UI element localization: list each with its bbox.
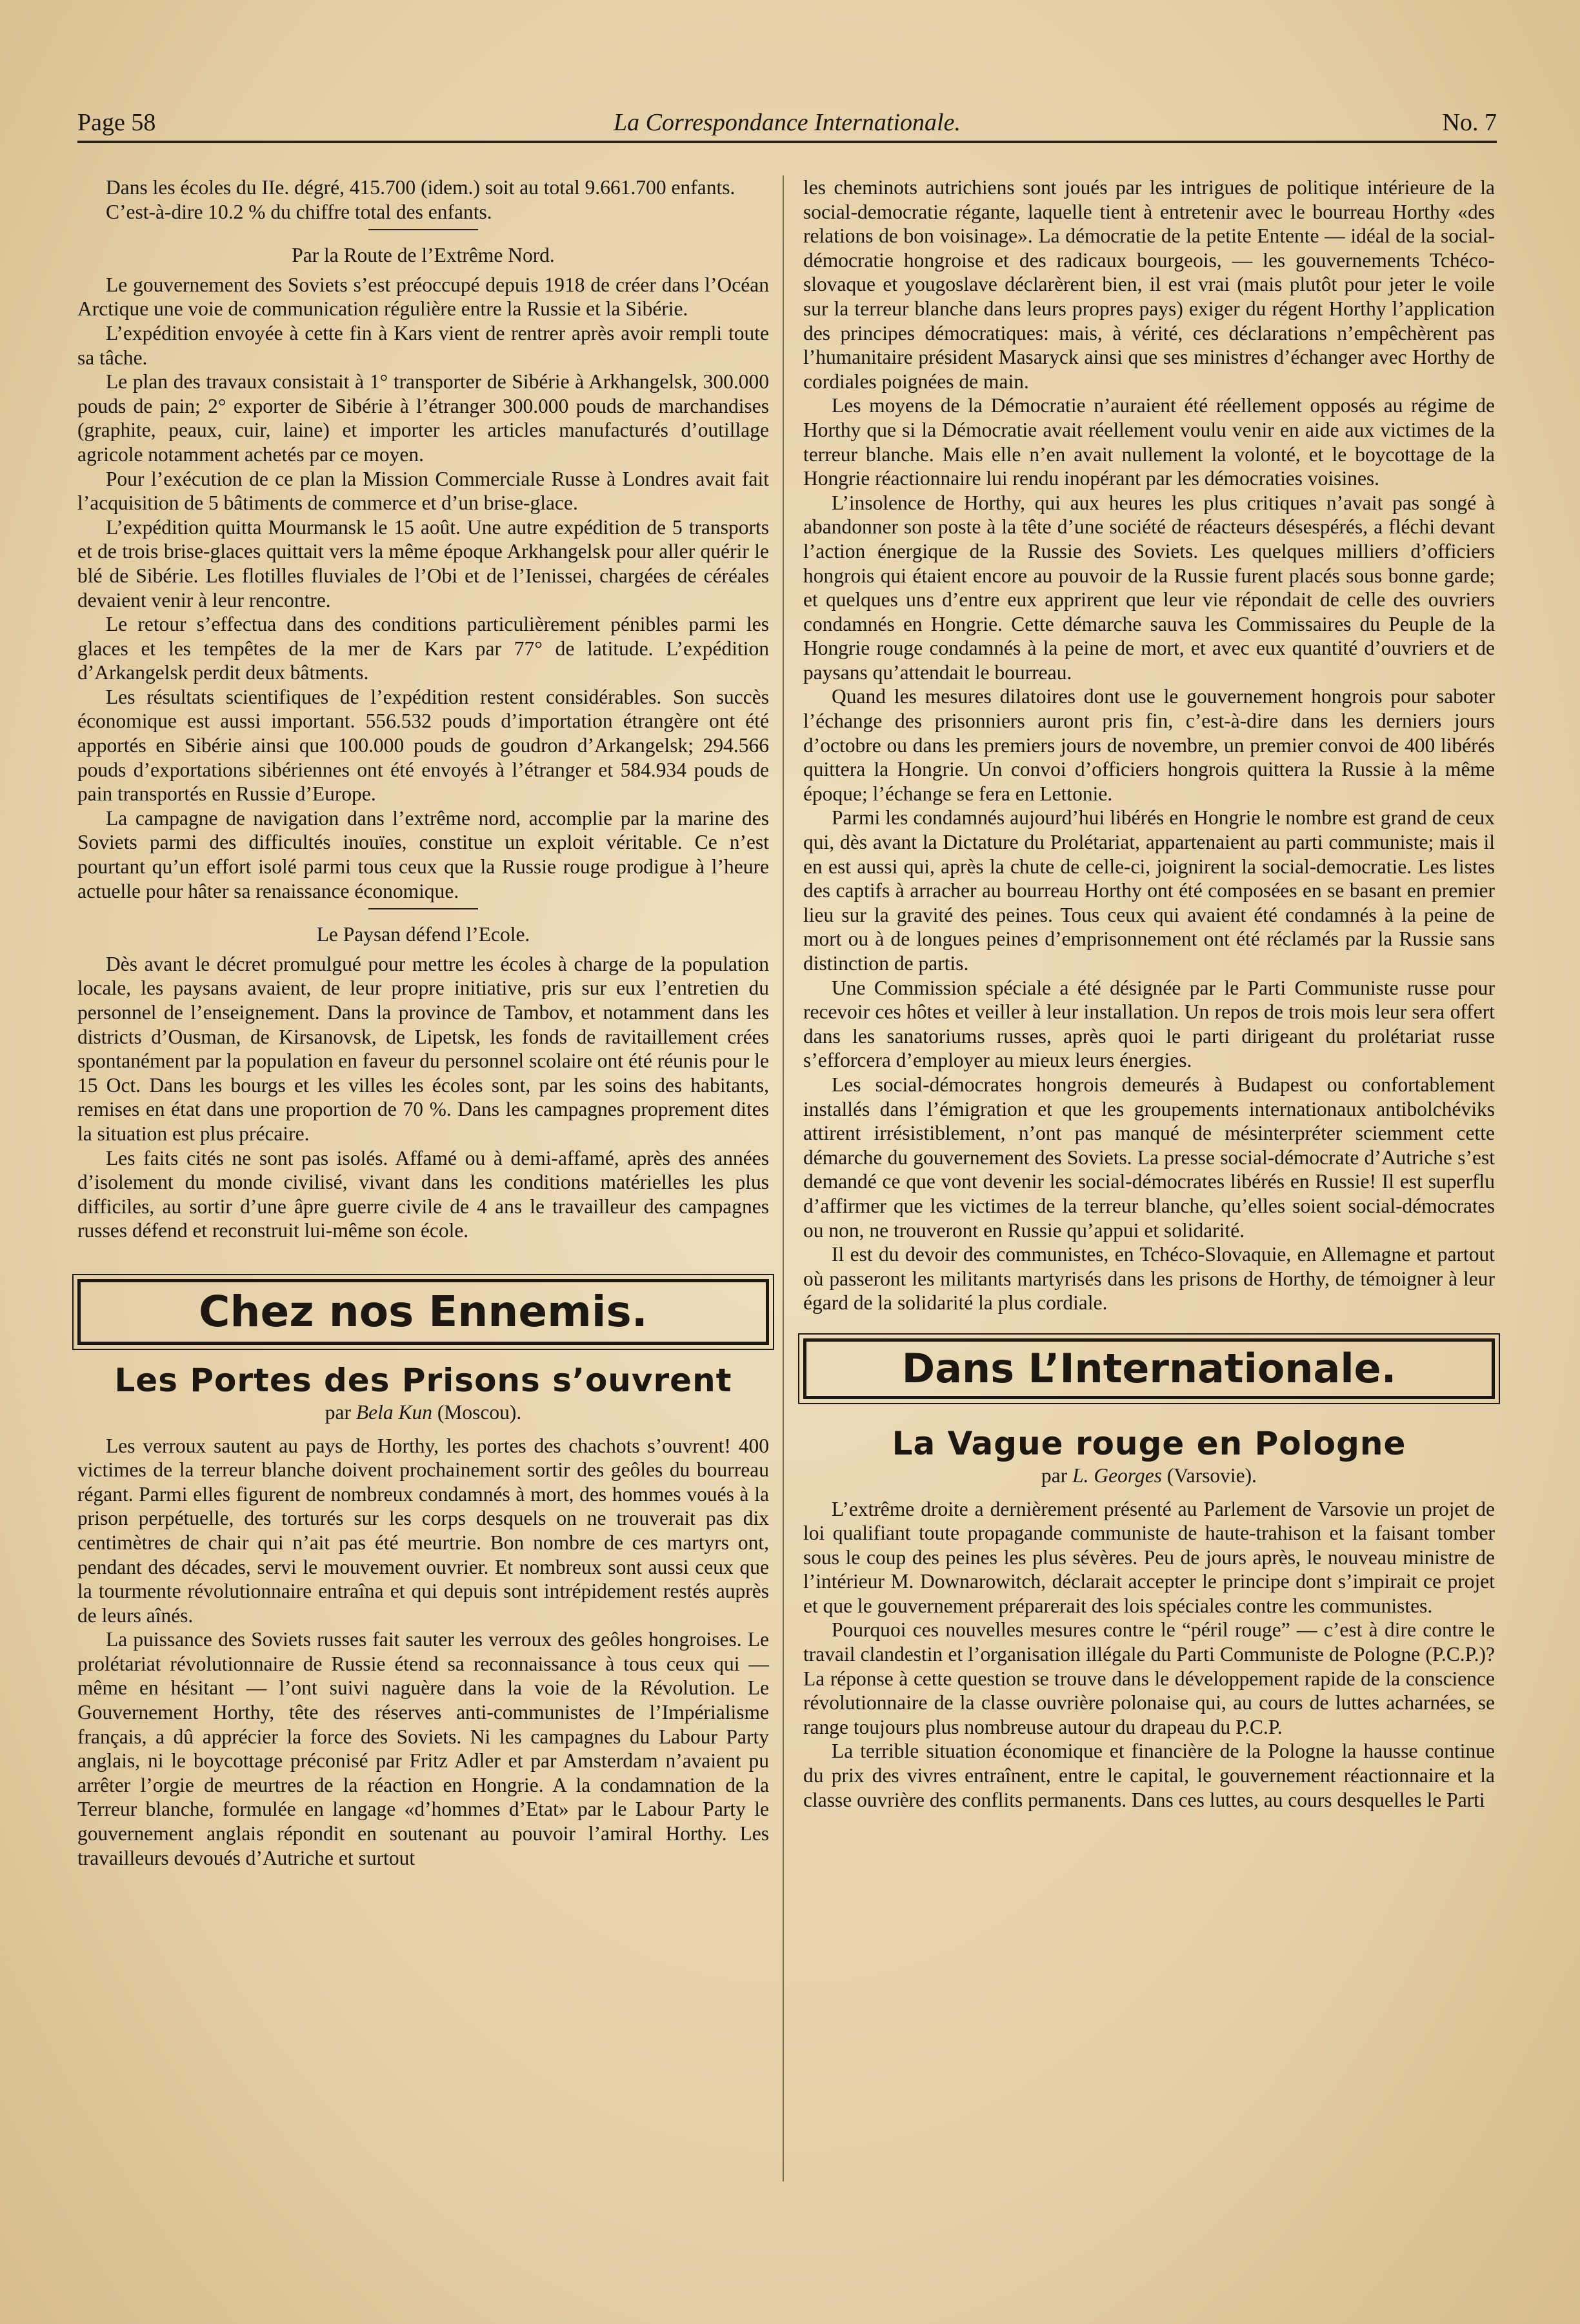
- paragraph: Quand les mesures dilatoires dont use le gouvernement hongrois pour saboter l’échange des prisonniers auront pris fin, c’est-à-dire dans les derniers jours d’octobre ou dans les premiers jours de novembre, un premier convoi de 400 libérés quittera la Hongrie. Un convoi d’officiers hongrois quittera la Russie à la même époque; l’échange se fera en Lettonie.: [803, 685, 1495, 805]
- paragraph: les cheminots autrichiens sont joués par les intrigues de politique intérieure de la social-democratie régante, laquelle tient à entretenir avec le bourreau Horthy «des relations de bon voisinage». La démocratie de la petite Entente — idéal de la social-démocratie hongroise et des radicaux bourgeois, — les gouvernements Tchéco-slovaque et yougoslave déclarèrent bien, il est vrai (mais plutôt pour jeter le voile sur la terreur blanche dans leurs propres pays) exiger du régent Horthy l’application des principes démocratiques: mais, à vérité, ces déclarations n’empêchèrent pas l’humanitaire président Masaryck ainsi que ses ministres d’échanger avec Horthy de cordiales poignées de main.: [803, 176, 1495, 393]
- divider: [368, 908, 478, 909]
- paragraph: Il est du devoir des communistes, en Tchéco-Slovaquie, en Allemagne et partout où passeront les militants martyrisés dans les prisons de Horthy, de témoigner à leur égard de la solidarité la plus cordiale.: [803, 1243, 1495, 1315]
- paragraph: Les moyens de la Démocratie n’auraient été réellement opposés au régime de Horthy que si la Démocratie avait réellement voulu venir en aide aux victimes de la terreur blanche. Mais elle n’en avait nullement la volonté, et le boycottage de la Hongrie réactionnaire lui rendu inopérant par les démocraties voisines.: [803, 394, 1495, 490]
- paragraph: La campagne de navigation dans l’extrême nord, accomplie par la marine des Soviets parmi des difficultés inouïes, constitue un exploit véritable. Ce n’est pourtant qu’un effort isolé parmi tous ceux que la Russie rouge prodigue à l’heure actuelle pour hâter sa renaissance économique.: [77, 806, 769, 902]
- article-title: La Vague rouge en Pologne: [892, 1424, 1406, 1462]
- paragraph: Dans les écoles du IIe. dégré, 415.700 (idem.) soit au total 9.661.700 enfants.: [106, 176, 735, 199]
- page-number: Page 58: [77, 109, 156, 136]
- paragraph: Les faits cités ne sont pas isolés. Affamé ou à demi-affamé, après des années d’isolement du monde civilisé, vivant dans les conditions matérielles les plus difficiles, au sortir d’une âpre guerre civile de 4 ans le travailleur des campagnes russes défend et reconstruit lui-même son école.: [77, 1146, 769, 1242]
- byline-author: Bela Kun: [355, 1400, 432, 1424]
- section-title: Par la Route de l’Extrême Nord.: [292, 244, 555, 267]
- paragraph: Pourquoi ces nouvelles mesures contre le “péril rouge” — c’est à dire contre le travail clandestin et l’organisation illégale du Parti Communiste de Pologne (P.C.P.)? La réponse à cette question se trouve dans le développement rapide de la conscience révolutionnaire de la classe ouvrière polonaise qui, au cours de luttes acharnées, se range toujours plus nombreuse autour du drapeau du P.C.P.: [803, 1618, 1495, 1738]
- section-title: Le Paysan défend l’Ecole.: [316, 923, 530, 946]
- byline: [77, 1400, 769, 1425]
- paragraph: Le gouvernement des Soviets s’est préoccupé depuis 1918 de créer dans l’Océan Arctique une voie de communication régulière entre la Russie et la Sibérie.: [77, 273, 769, 321]
- paragraph: Le retour s’effectua dans des conditions particulièrement pénibles parmi les glaces et les tempêtes de la mer de Kars par 77° de latitude. L’expédition d’Arkangelsk perdit deux bâtments.: [77, 613, 769, 684]
- byline: [803, 1464, 1495, 1488]
- paragraph: Les résultats scientifiques de l’expédition restent considérables. Son succès économique est aussi important. 556.532 pouds d’importation étrangère ont été apportés en Sibérie ainsi que 100.000 pouds de goudron d’Arkangelsk; 294.566 pouds d’exportations sibériennes ont été envoyés à l’étranger et 584.934 pouds de pain transportés en Russie d’Europe.: [77, 685, 769, 806]
- byline-par: par: [1041, 1464, 1068, 1487]
- divider: [368, 229, 478, 230]
- paragraph: Une Commission spéciale a été désignée par le Parti Communiste russe pour recevoir ces hôtes et veiller à leur installation. Un repos de trois mois leur sera offert dans les sanatoriums russes, après quoi le parti dirigeant du prolétariat russe s’efforcera d’employer au mieux leurs énergies.: [803, 976, 1495, 1072]
- section-box-title: Chez nos Ennemis.: [77, 1279, 769, 1345]
- byline-place: (Moscou).: [437, 1400, 522, 1424]
- byline-par: par: [325, 1400, 351, 1424]
- paragraph: C’est-à-dire 10.2 % du chiffre total des enfants.: [106, 200, 492, 223]
- paragraph: Le plan des travaux consistait à 1° transporter de Sibérie à Arkhangelsk, 300.000 pouds de pain; 2° exporter de Sibérie à l’étranger 300.000 pouds de marchandises (graphite, peaux, cuir, laine) et importer les articles manufacturés d’outillage agricole notamment achetés par ce moyen.: [77, 370, 769, 466]
- paragraph: L’expédition envoyée à cette fin à Kars vient de rentrer après avoir rempli toute sa tâche.: [77, 321, 769, 369]
- column-divider: [783, 175, 784, 2181]
- paragraph: L’extrême droite a dernièrement présenté au Parlement de Varsovie un projet de loi qualifiant toute propagande communiste de haute-trahison et la faisant tomber sous le coup des peines les plus sévères. Peu de jours après, le nouveau ministre de l’intérieur M. Downarowitch, déclarait accepter le principe dont s’impirait ce projet et que le gouvernement préparerait des lois spéciales contre les communistes.: [803, 1497, 1495, 1617]
- paragraph: Parmi les condamnés aujourd’hui libérés en Hongrie le nombre est grand de ceux qui, dès avant la Dictature du Prolétariat, appartenaient au parti communiste; mais il en est aussi qui, après la chute de celle-ci, joignirent la social-democratie. Les listes des captifs à arracher au bourreau Horthy ont été composées en se basant en premier lieu sur la gravité des peines. Tous ceux qui avaient été condamnés à la peine de mort ou à de longues peines d’emprisonnement ont été réclamés par la Russie sans distinction de partis.: [803, 806, 1495, 975]
- paragraph: L’insolence de Horthy, qui aux heures les plus critiques n’avait pas songé à abandonner son poste à la tête d’une société de réacteurs désespérés, a fléchi devant l’action énergique de la Russie des Soviets. Les quelques milliers d’officiers hongrois qui étaient encore au pouvoir de la Russie furent placés sous bonne garde; et quelques uns d’entre eux apprirent que leur vie répondait de celle des ouvriers condamnés en Hongrie. Cette démarche sauva les Commissaires du Peuple de la Hongrie rouge condamnés à la peine de mort, et avec eux quantité d’ouvriers et de paysans qu’attendait le bourreau.: [803, 491, 1495, 684]
- paragraph: Dès avant le décret promulgué pour mettre les écoles à charge de la population locale, les paysans avaient, de leur propre initiative, pris sur eux l’entretien du personnel de l’enseignement. Dans la province de Tambov, et notamment dans les districts d’Ousman, de Kirsanovsk, de Lipetsk, les fonds de ravitaillement crées spontanément par la population en faveur du personnel scolaire ont été réunis pour le 15 Oct. Dans les bourgs et les villes les écoles sont, par les soins des habitants, remises en état dans une proportion de 70 %. Dans les campagnes proprement dites la situation est plus précaire.: [77, 952, 769, 1145]
- right-column: [803, 175, 1495, 1812]
- paragraph: La puissance des Soviets russes fait sauter les verroux des geôles hongroises. Le prolétariat révolutionnaire de Russie étend sa reconnaissance à tous ceux qui — même en hésitant — l’ont suivi naguère dans la voie de la Révolution. Le Gouvernement Horthy, tête des réserves anti-communistes de l’Impérialisme français, a dû apprécier la force des Soviets. Ni les campagnes du Labour Party anglais, ni le boycottage préconisé par Fritz Adler et par Amsterdam n’avaient pu arrêter l’orgie de meurtres de la réaction en Hongrie. A la condamnation de la Terreur blanche, formulée en langage «d’hommes d’Etat» par le Labour Party le gouvernement anglais répondit en soutenant au pouvoir l’amiral Horthy. Les travailleurs devoués d’Autriche et surtout: [77, 1628, 769, 1869]
- journal-title: La Correspondance Internationale.: [614, 109, 961, 136]
- issue-number: No. 7: [1442, 109, 1497, 136]
- page-header: [77, 108, 1497, 141]
- article-title: Les Portes des Prisons s’ouvrent: [114, 1361, 732, 1399]
- header-rule: [77, 141, 1497, 143]
- paragraph: L’expédition quitta Mourmansk le 15 août. Une autre expédition de 5 transports et de trois brise-glaces quittait vers la même époque Arkhangelsk pour aller quérir le blé de Sibérie. Les flotilles fluviales de l’Obi et de l’Ienissei, chargées de céréales devaient venir à leur rencontre.: [77, 515, 769, 611]
- byline-place: (Varsovie).: [1166, 1464, 1257, 1487]
- paragraph: La terrible situation économique et financière de la Pologne la hausse continue du prix des vivres entraînent, entre le capital, le gouvernement réactionnaire et la classe ouvrière des conflits permanents. Dans ces luttes, au cours desquelles le Parti: [803, 1740, 1495, 1811]
- section-box-title: Dans L’Internationale.: [803, 1338, 1495, 1399]
- byline-author: L. Georges: [1072, 1464, 1162, 1487]
- paragraph: Les verroux sautent au pays de Horthy, les portes des chachots s’ouvrent! 400 victimes de la terreur blanche doivent prochainement sortir des geôles du bourreau régant. Parmi elles figurent de nombreux condamnés à mort, des hommes voués à la prison perpétuelle, des torturés sur les corps desquels on ne trouverait pas dix centimètres de chair qui n’ait pas été meurtrie. Bon nombre de ces martyrs ont, pendant des décades, servi le mouvement ouvrier. Et nombreux sont aussi ceux que la tourmente révolutionnaire entraîna et qui depuis sont intrépidement restés auprès de leurs aînés.: [77, 1434, 769, 1627]
- paragraph: Pour l’exécution de ce plan la Mission Commerciale Russe à Londres avait fait l’acquisition de 5 bâtiments de commerce et d’un brise-glace.: [77, 467, 769, 515]
- paragraph: Les social-démocrates hongrois demeurés à Budapest ou confortablement installés dans l’émigration et que les groupements internationaux antibolchéviks attirent irrésistiblement, n’ont pas manqué de mésinterpréter sciemment cette démarche du gouvernement des Soviets. La presse social-démocrate d’Autriche s’est demandé ce que vont devenir les social-démocrates libérés en Russie! Il est superflu d’affirmer que les victimes de la terreur blanche, qu’elles soient social-démocrates ou non, ne trouveront en Russie qu’appui et solidarité.: [803, 1073, 1495, 1242]
- left-column: [77, 175, 769, 1870]
